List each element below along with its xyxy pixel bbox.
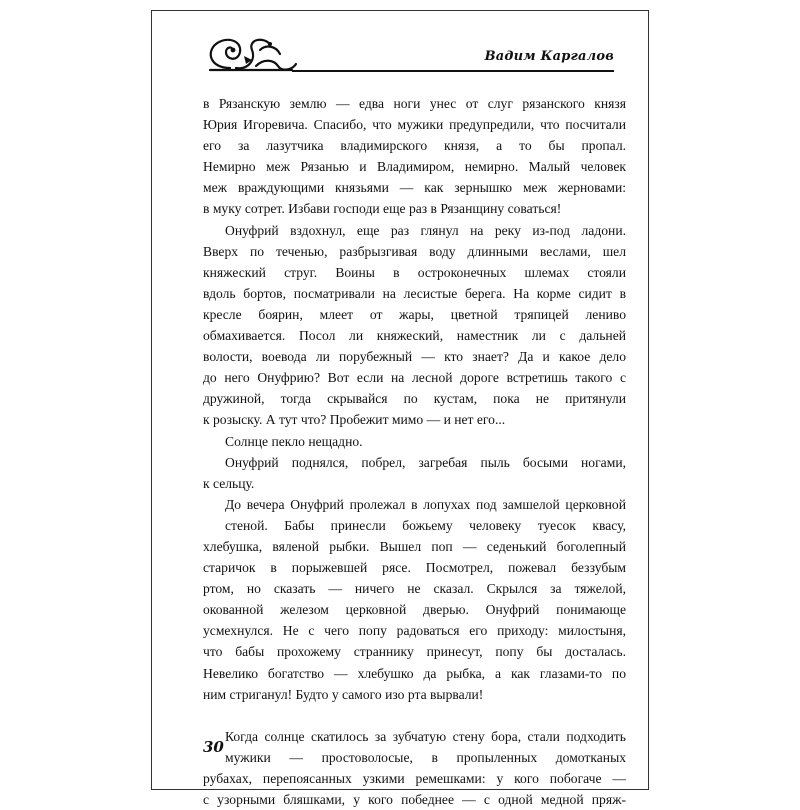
text-line: Невелико богатство — хлебушко да рыбка, а как глазами-то по <box>203 665 626 681</box>
running-head: Вадим Каргалов <box>484 49 614 64</box>
text-line: хлебушка, вяленой рыбки. Вышел поп — седенький боголепный <box>203 538 626 554</box>
text-line: рубахах, перепоясанных узкими ремешками: у кого побогаче — <box>203 770 626 786</box>
text-line: к розыску. А тут что? Пробежит мимо — и нет его... <box>203 412 506 428</box>
text-line: Вверх по теченью, разбрызгивая воду длинными веслами, шел <box>203 243 626 259</box>
text-line: Солнце пекло нещадно. <box>225 433 363 449</box>
text-line: к сельцу. <box>203 475 255 491</box>
text-line: ним стриганул! Будто у самого изо рта вырвали! <box>203 686 484 702</box>
text-line: княжеский струг. Воины в остроконечных шлемах стояли <box>203 264 626 280</box>
ornament-icon <box>200 30 300 76</box>
text-line: До вечера Онуфрий пролежал в лопухах под замшелой церковной стеной. Бабы принесли божьему человеку туесок квасу, <box>225 496 626 533</box>
text-line: Немирно меж Рязанью и Владимиром, немирно. Малый человек <box>203 159 626 175</box>
page-number: 30 <box>203 738 224 756</box>
text-line: вдоль бортов, посматривали на лесистые берега. На корме сидит в кресле боярин, млеет от жары, цветной тряпицей лениво <box>203 285 626 322</box>
text-line: до него Онуфрию? Вот если на лесной дороге встретишь такого с дружиной, тогда скрывайся по кустам, пока не притянули <box>203 370 626 407</box>
text-line: меж враждующими князьями — как зернышко меж жерновами: <box>203 180 626 196</box>
header-rule <box>292 70 614 72</box>
text-line: усмехнулся. Не с чего попу радоваться его приходу: милостыня, <box>203 623 626 639</box>
text-line: что бабы прохожему страннику принесут, попу бы досталась. <box>203 644 626 660</box>
text-line: в Рязанскую землю — едва ноги унес от слуг рязанского князя <box>203 96 626 111</box>
text-line: Онуфрий вздохнул, еще раз глянул на реку из-под ладони. <box>225 222 626 238</box>
paragraph-gap <box>203 705 626 726</box>
text-line: волости, воевода ли порубежный — кто знает? Да и какое дело <box>203 349 626 365</box>
page-text <box>203 93 626 810</box>
text-line: в муку сотрет. Избави господи еще раз в Рязанщину соваться! <box>203 201 562 217</box>
text-line: Онуфрий поднялся, побрел, загребая пыль босыми ногами, <box>225 454 626 470</box>
text-line: обмахивается. Посол ли княжеский, наместник ли с дальней <box>203 328 626 344</box>
text-line: Когда солнце скатилось за зубчатую стену бора, стали подходить мужики — простоволосые, в пропыленных домотканых <box>225 728 626 765</box>
text-line: окованной железом церковной дверью. Онуфрий понимающе <box>203 602 626 618</box>
text-line: старичок в порыжевшей рясе. Посмотрел, пожевал беззубым <box>203 560 626 576</box>
text-line: с узорными бляшками, у кого победнее — с одной медной пряж- <box>203 792 626 807</box>
text-line: Юрия Игоревича. Спасибо, что мужики предупредили, что посчитали его за лазутчика владимирского князя, а то бы пропал. <box>203 117 626 154</box>
text-line: ртом, но сказать — ничего не сказал. Скрылся за тяжелой, <box>203 581 626 597</box>
